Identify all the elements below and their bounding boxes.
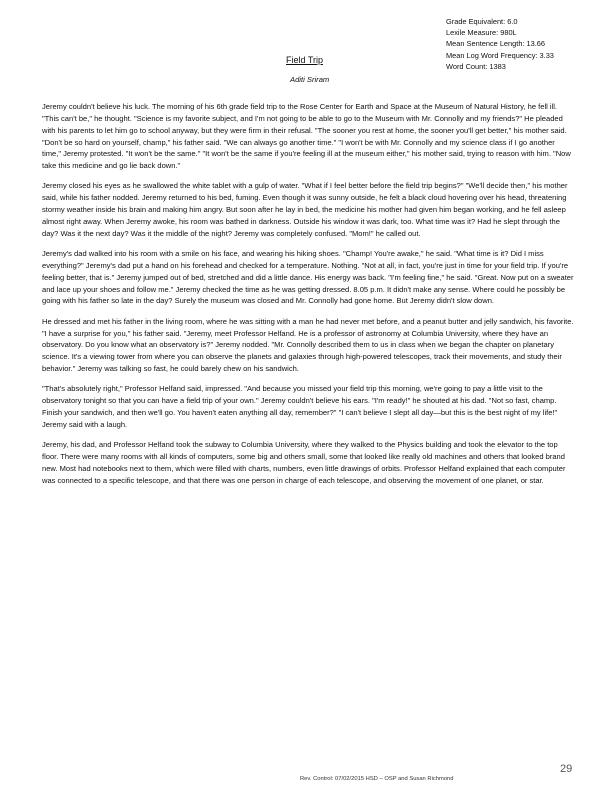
paragraph: He dressed and met his father in the living room, where he was sitting with a man he had never met before, and a peanut butter and jelly sandwich, his favorite. "I have a surprise for you," his father said. "Jeremy, meet Professor Helfand. He is a professor of astronomy at Columbia University, where they have an observatory. Do you know what an observatory is?" Jeremy nodded. "Mr. Connolly described them to us in class when we began the chapter on planetary science. It's a viewing tower from where you can observe the planets and galaxies through high-powered telescopes, track their movements, and study their behavior." Jeremy was talking so fast, he could barely chew on his sandwich. — [42, 316, 574, 374]
story-title: Field Trip — [286, 55, 324, 65]
paragraph: Jeremy, his dad, and Professor Helfand took the subway to Columbia University, where they walked to the Physics building and took the elevator to the top floor. There were many rooms with all kinds of computers, some big and others small, some that looked like really old machines and others that looked brand new. Most had notebooks next to them, which were filled with charts, numbers, even little drawings of orbits. Professor Helfand explained that each computer was connected to a specific telescope, and that there was one person in charge of each telescope, and observing the movement of one planet, or star. — [42, 440, 566, 485]
revision-footer: Rev. Control: 07/02/2015 HSD – OSP and Susan Richmond — [300, 776, 454, 782]
grade-equivalent: Grade Equivalent: 6.0 — [446, 17, 518, 26]
paragraph: Jeremy closed his eyes as he swallowed the white tablet with a gulp of water. "What if I feel better before the field trip begins?" "We'll decide then," his mother said, while his father nodded. Jeremy returned to his bed, fuming. Even though it was sunny outside, he felt a black cloud hovering over his head, threatening stormy weather inside his brain and making him angry. But soon after he lay in bed, the medicine his mother had given him began working, and he fell asleep almost right away. When Jeremy awoke, his room was bathed in darkness. Outside his window it was dark, too. What time was it? Had he slept through the day? Was it the next day? Was it the middle of the night? Jeremy was completely confused. "Mom!" he called out. — [42, 181, 568, 238]
story-author: Aditi Sriram — [290, 75, 330, 84]
paragraph: "That's absolutely right," Professor Helfand said, impressed. "And because you missed your field trip this morning, we're going to pay a little visit to the observatory tonight so that you can have a field trip of your own." Jeremy couldn't believe his ears. "I'm ready!" he shouted at his dad. "Not so fast, champ. Finish your sandwich, and then we'll go. You haven't eaten anything all day, remember?" "I can't believe I slept all day—but this is the best night of my life!" Jeremy said with a laugh. — [42, 384, 558, 429]
lexile-measure: Lexile Measure: 980L — [446, 28, 517, 38]
story-body — [42, 101, 574, 495]
readability-stats — [446, 16, 554, 72]
mean-log-word-frequency: Mean Log Word Frequency: 3.33 — [446, 50, 554, 60]
mean-sentence-length: Mean Sentence Length: 13.66 — [446, 39, 546, 49]
word-count: Word Count: 1383 — [446, 61, 506, 71]
paragraph: Jeremy couldn't believe his luck. The morning of his 6th grade field trip to the Rose Center for Earth and Space at the Museum of Natural History, he fell ill. "This can't be," he thought. "Science is my favorite subject, and I'm not going to be able to go to the Museum with Mr. Connolly and my friends?" He pleaded with his parents to let him go to school anyway, but they were firm in their refusal. "The sooner you rest at home, the sooner you'll get better," his mother said. "Don't be so hard on yourself, champ," his father said. "We can always go another time." "I won't be with Mr. Connolly and my science class if I go another time," Jeremy protested. "It won't be the same." "It won't be the same if you're feeling ill at the museum either," his mother said, trying to reason with him. "Now take this medicine and go lie back down." — [42, 102, 571, 171]
page-number: 29 — [560, 763, 573, 775]
paragraph: Jeremy's dad walked into his room with a smile on his face, and wearing his hiking shoes. "Champ! You're awake," he said. "What time is it? Did I miss everything?" Jeremy's dad put a hand on his forehead and checked for a temperature. Nothing. "Not at all, in fact, you're just in time for your field trip. If you're feeling better, that is." Jeremy jumped out of bed, stretched and did a little dance. His energy was back. "I'm feeling fine," he said. "Great. Now put on a sweater and lace up your shoes and follow me." Jeremy checked the time as he was getting dressed. 8.05 p.m. It didn't make any sense. Where could he possibly be going with his father so late in the day? Surely the museum was closed and Mr. Connolly had gone home. But Jeremy didn't slow down. — [42, 249, 574, 306]
